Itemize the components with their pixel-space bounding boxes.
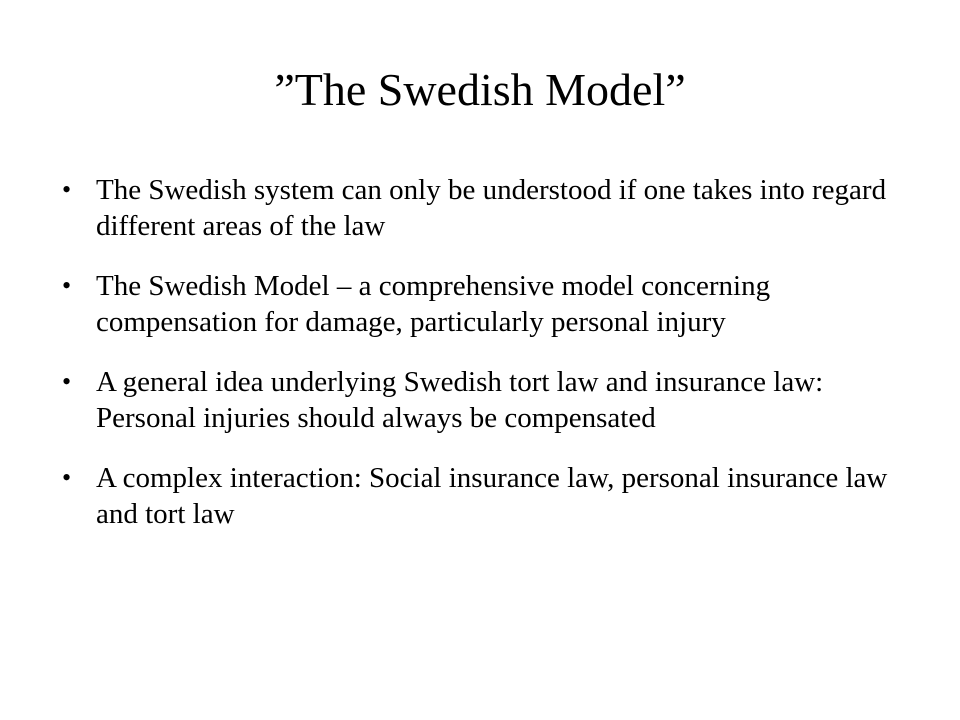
bullet-dot-icon: •	[62, 175, 72, 204]
bullet-item	[62, 364, 892, 436]
bullet-text: The Swedish Model – a comprehensive model concerning compensation for damage, particularly personal injury	[96, 270, 771, 338]
bullet-dot-icon: •	[62, 271, 72, 300]
bullet-dot-icon: •	[62, 463, 72, 492]
bullet-item	[62, 460, 892, 532]
bullet-text: A general idea underlying Swedish tort law and insurance law: Personal injuries should always be compensated	[96, 366, 824, 434]
bullet-item	[62, 172, 892, 244]
bullet-item	[62, 268, 892, 340]
bullet-list	[62, 172, 892, 556]
bullet-text: The Swedish system can only be understood if one takes into regard different areas of the law	[96, 174, 887, 242]
bullet-dot-icon: •	[62, 367, 72, 396]
slide-title: ”The Swedish Model”	[274, 64, 686, 115]
bullet-text: A complex interaction: Social insurance law, personal insurance law and tort law	[96, 462, 888, 530]
